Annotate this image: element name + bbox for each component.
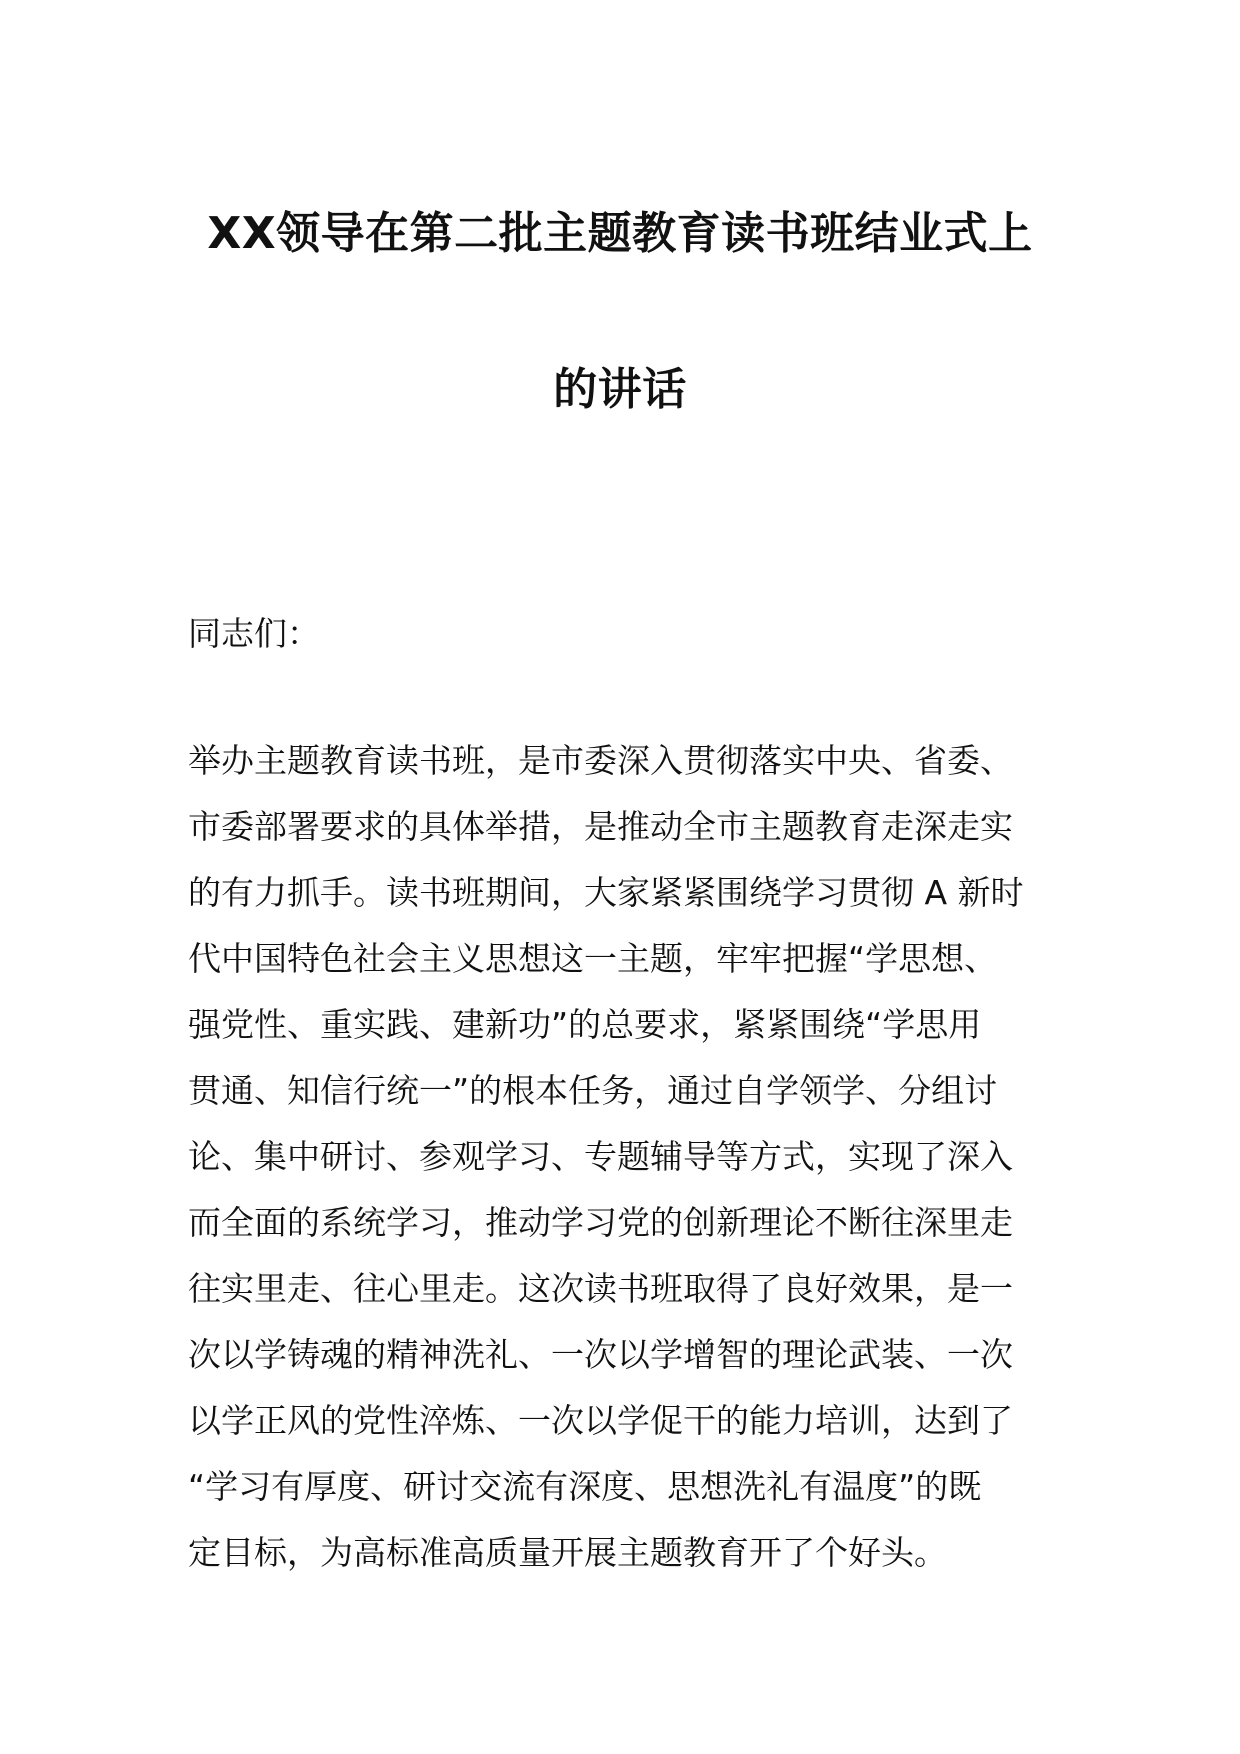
paragraph-line: 代中国特色社会主义思想这一主题，牢牢把握“学思想、 [188,939,998,978]
paragraph-line: 定目标，为高标准高质量开展主题教育开了个好头。 [188,1533,947,1572]
paragraph-line: 而全面的系统学习，推动学习党的创新理论不断往深里走 [188,1203,1013,1242]
paragraph-line: 以学正风的党性淬炼、一次以学促干的能力培训，达到了 [188,1401,1013,1440]
document-title-line-2: 的讲话 [553,364,687,415]
salutation: 同志们： [188,614,320,653]
document-title-line-1: XX领导在第二批主题教育读书班结业式上 [207,208,1033,259]
body-paragraph [188,728,1058,1586]
paragraph-line: 论、集中研讨、参观学习、专题辅导等方式，实现了深入 [188,1137,1013,1176]
paragraph-line: 举办主题教育读书班，是市委深入贯彻落实中央、省委、 [188,741,1013,780]
paragraph-line: 强党性、重实践、建新功”的总要求，紧紧围绕“学思用 [188,1005,982,1044]
paragraph-line: 次以学铸魂的精神洗礼、一次以学增智的理论武装、一次 [188,1335,1013,1374]
paragraph-line: 往实里走、往心里走。这次读书班取得了良好效果，是一 [188,1269,1013,1308]
paragraph-line: 贯通、知信行统一”的根本任务，通过自学领学、分组讨 [188,1071,998,1110]
paragraph-line: 市委部署要求的具体举措，是推动全市主题教育走深走实 [188,807,1013,846]
paragraph-line: “学习有厚度、研讨交流有深度、思想洗礼有温度”的既 [188,1467,982,1506]
paragraph-line: 的有力抓手。读书班期间，大家紧紧围绕学习贯彻 A 新时 [188,873,1024,912]
